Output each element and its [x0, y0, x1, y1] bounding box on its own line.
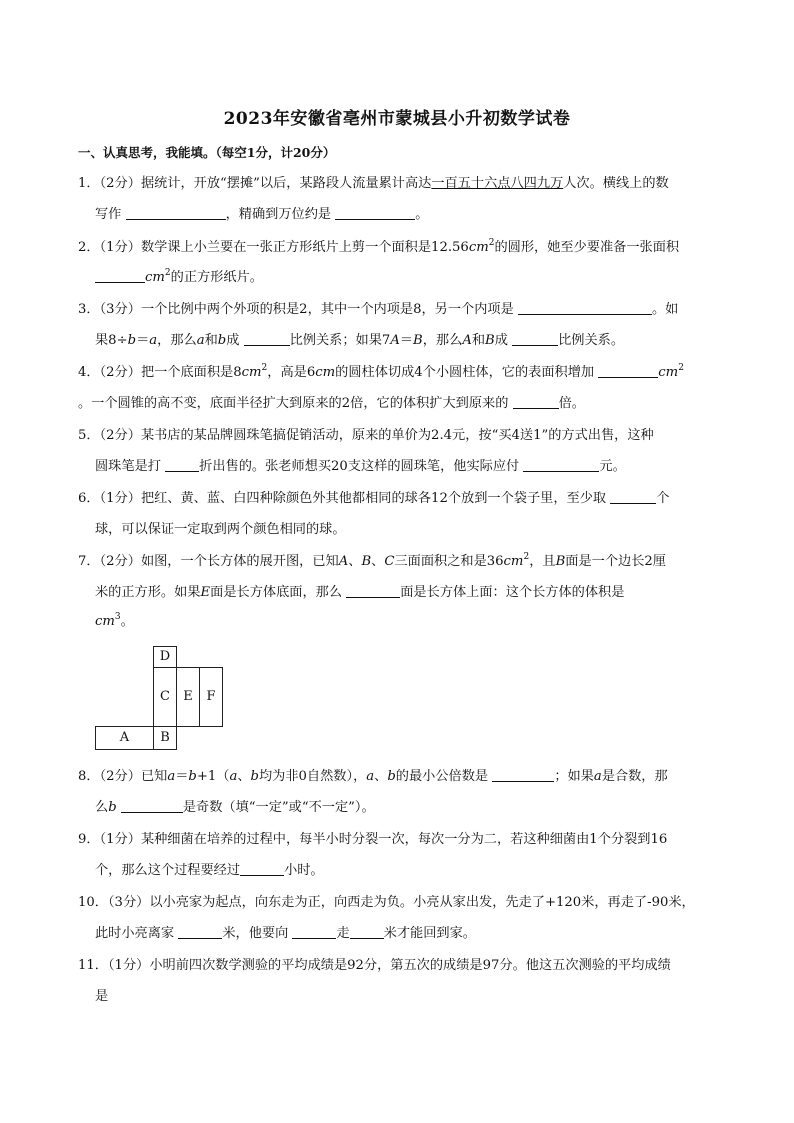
question-10-line-2: 此时小亮离家 米，他要向 走 米才能回到家。	[95, 926, 476, 941]
net-face-a: A	[95, 726, 154, 750]
answer-blank[interactable]	[523, 457, 599, 472]
answer-blank[interactable]	[95, 268, 145, 283]
answer-blank[interactable]	[244, 331, 290, 346]
question-1-line-2: 写作 ，精确到万位约是 。	[95, 207, 429, 222]
answer-blank[interactable]	[513, 394, 559, 409]
net-face-d: D	[153, 646, 177, 668]
section-heading: 一、认真思考，我能填。（每空1分，计20分）	[78, 145, 336, 160]
question-6-line-1: 6．（1分）把红、黄、蓝、白四种除颜色外其他都相同的球各12个放到一个袋子里，至少取 个	[78, 491, 670, 506]
question-8-line-1: 8．（2分）已知a＝b+1（a、b均为非0自然数），a、b的最小公倍数是 ；如果a是合数，那	[78, 769, 668, 784]
question-7-line-3: $cm^3$。	[95, 612, 134, 629]
answer-blank[interactable]	[126, 205, 226, 220]
question-7-line-2: 米的正方形。如果E面是长方体底面，那么 面是长方体上面：这个长方体的体积是	[95, 585, 625, 600]
answer-blank[interactable]	[610, 489, 656, 504]
answer-blank[interactable]	[292, 924, 336, 939]
answer-blank[interactable]	[598, 363, 658, 378]
answer-blank[interactable]	[178, 924, 222, 939]
net-face-f: F	[199, 667, 223, 727]
question-2-line-2: $cm^2$的正方形纸片。	[95, 268, 745, 288]
exam-title: 2023年安徽省亳州市蒙城县小升初数学试卷	[223, 109, 571, 129]
question-8-line-2: 么b 是奇数（填“一定”或“不一定”）。	[95, 800, 375, 815]
net-face-c: C	[153, 667, 177, 727]
question-9-line-1: 9．（1分）某种细菌在培养的过程中，每半小时分裂一次，每次一分为二，若这种细菌由1个分裂到16	[78, 832, 668, 847]
question-5-line-1: 5．（2分）某书店的某品牌圆珠笔搞促销活动，原来的单价为2.4元，按“买4送1”的方式出售，这种	[78, 428, 654, 443]
question-7-line-1: 7．（2分）如图，一个长方体的展开图，已知A、B、C三面面积之和是$36cm^2$，且B面是一个边长2厘	[78, 552, 666, 569]
question-6-line-2: 球，可以保证一定取到两个颜色相同的球。	[95, 522, 346, 537]
answer-blank[interactable]	[240, 861, 284, 876]
answer-blank[interactable]	[346, 583, 400, 598]
question-11-line-1: 11．（1分）小明前四次数学测验的平均成绩是92分，第五次的成绩是97分。他这五次测验的平均成绩	[78, 958, 671, 973]
question-11-line-2: 是	[95, 989, 109, 1004]
answer-blank[interactable]	[165, 457, 199, 472]
question-1-line-1: 1．（2分）据统计，开放“摆摊”以后，某路段人流量累计高达一百五十六点八四九万人次。横线上的数	[78, 176, 669, 191]
answer-blank[interactable]	[350, 924, 384, 939]
net-face-e: E	[176, 667, 200, 727]
question-4-line-1: 4．（2分）把一个底面积是$8cm^2$，高是6cm的圆柱体切成4个小圆柱体，它的表面积增加 $cm^2$	[78, 363, 684, 380]
net-face-b: B	[153, 726, 177, 750]
question-3-line-2: 果8÷b＝a，那么a和b成 比例关系；如果7A＝B，那么A和B成 比例关系。	[95, 333, 625, 348]
answer-blank[interactable]	[492, 767, 554, 782]
answer-blank[interactable]	[335, 205, 415, 220]
underlined-number-words: 一百五十六点八四九万	[431, 176, 564, 191]
question-4-line-2: 。一个圆锥的高不变，底面半径扩大到原来的2倍，它的体积扩大到原来的 倍。	[78, 396, 585, 411]
question-5-line-2: 圆珠笔是打 折出售的。张老师想买20支这样的圆珠笔，他实际应付 元。	[95, 459, 626, 474]
answer-blank[interactable]	[518, 300, 652, 315]
question-10-line-1: 10．（3分）以小亮家为起点，向东走为正，向西走为负。小亮从家出发，先走了+120米，再走了-90米，	[78, 895, 695, 910]
question-2-line-1: 2．（1分）数学课上小兰要在一张正方形纸片上剪一个面积是$12.56cm^2$的圆形，她至少要准备一张面积	[78, 238, 680, 255]
answer-blank[interactable]	[512, 331, 558, 346]
question-9-line-2: 个，那么这个过程要经过 小时。	[95, 863, 324, 878]
question-3-line-1: 3．（3分）一个比例中两个外项的积是2，其中一个内项是8，另一个内项是 。如	[78, 302, 679, 317]
answer-blank[interactable]	[121, 798, 183, 813]
